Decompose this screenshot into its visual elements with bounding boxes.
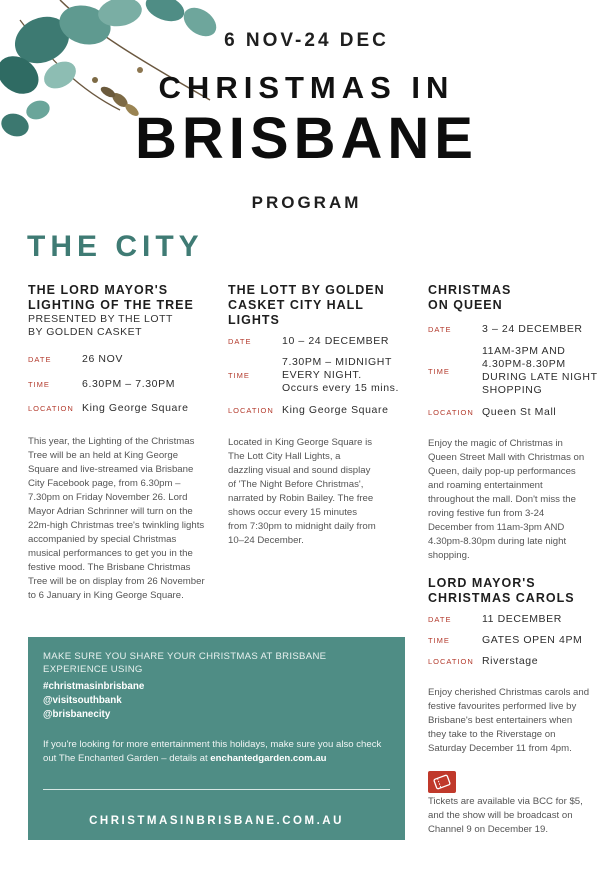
event-lighting-of-the-tree — [28, 283, 208, 603]
date-label: DATE — [428, 615, 452, 624]
time-value: GATES OPEN 4PM — [482, 634, 583, 646]
share-panel — [28, 637, 405, 840]
event-title: THE LOTT BY GOLDEN CASKET CITY HALL LIGHTS — [228, 283, 385, 327]
location-value: King George Square — [282, 404, 389, 416]
event-time — [228, 356, 408, 395]
location-value: Riverstage — [482, 655, 539, 667]
time-value: 6.30PM – 7.30PM — [82, 378, 176, 390]
event-city-hall-lights — [228, 283, 408, 548]
location-label: LOCATION — [428, 408, 474, 417]
date-label: DATE — [428, 325, 452, 334]
title-line-1: CHRISTMAS IN — [158, 70, 455, 105]
enchanted-garden-link[interactable]: enchantedgarden.com.au — [210, 753, 327, 764]
carols-date — [428, 613, 603, 626]
carols-time — [428, 634, 603, 647]
time-label: TIME — [228, 371, 250, 380]
event-date — [228, 335, 408, 348]
website-link[interactable]: CHRISTMASINBRISBANE.COM.AU — [89, 815, 344, 827]
time-label: TIME — [428, 366, 450, 376]
title-line-2: BRISBANE — [135, 106, 478, 171]
event-location — [228, 404, 408, 417]
time-value: 11AM-3PM AND 4.30PM-8.30PM DURING LATE NIGHT SHOPPING — [482, 345, 598, 396]
time-label: TIME — [28, 380, 50, 389]
event-date — [428, 323, 603, 336]
share-heading: MAKE SURE YOU SHARE YOUR CHRISTMAS AT BRISBANE EXPERIENCE USING — [43, 651, 327, 675]
divider — [43, 789, 390, 790]
time-label: TIME — [428, 636, 450, 645]
event-dates: 6 NOV-24 DEC — [224, 30, 389, 51]
date-value: 26 NOV — [82, 353, 123, 365]
event-description: Enjoy the magic of Christmas in Queen Street Mall with Christmas on Queen, daily pop-up performances and roaming entertainment throughout the mall. Don't miss the roving festive fun from 3-24 December from 11am-3pm AND 4.30pm-8.30pm during late night shopping. — [428, 438, 585, 561]
location-value: Queen St Mall — [482, 406, 557, 418]
date-label: DATE — [28, 355, 52, 364]
section-title: THE CITY — [27, 230, 204, 263]
carols-location — [428, 655, 603, 668]
event-time — [428, 345, 603, 397]
hashtag-link[interactable]: #christmasinbrisbane — [43, 681, 145, 692]
more-entertainment-text: If you're looking for more entertainment this holidays, make sure you also check out The Enchanted Garden – details at enchantedgarden.com.au — [43, 739, 382, 764]
carols-tickets: Tickets are available via BCC for $5, and the show will be broadcast on Channel 9 on December 19. — [428, 796, 583, 835]
carols-title: LORD MAYOR'S CHRISTMAS CAROLS — [428, 576, 575, 605]
event-title: THE LORD MAYOR'S LIGHTING OF THE TREE — [28, 283, 194, 312]
location-label: LOCATION — [28, 404, 74, 413]
event-presenter: PRESENTED BY THE LOTT BY GOLDEN CASKET — [28, 313, 173, 338]
location-value: King George Square — [82, 402, 189, 414]
event-time — [28, 378, 208, 391]
event-christmas-on-queen — [428, 283, 603, 835]
event-description: Located in King George Square is The Lott City Hall Lights, a dazzling visual and sound display of 'The Night Before Christmas', narrated by Robin Bailey. The free shows occur every 15 minutes from 7:30pm to midnight daily from 10–24 December. — [228, 437, 376, 546]
date-value: 11 DECEMBER — [482, 613, 562, 625]
event-location — [28, 402, 208, 415]
event-title: CHRISTMAS ON QUEEN — [428, 283, 512, 312]
time-value: 7.30PM – MIDNIGHT EVERY NIGHT. Occurs every 15 mins. — [282, 356, 400, 394]
date-value: 10 – 24 DECEMBER — [282, 335, 390, 347]
social-handle-link[interactable]: @brisbanecity — [43, 709, 111, 720]
event-location — [428, 406, 603, 419]
location-label: LOCATION — [228, 406, 274, 415]
date-value: 3 – 24 DECEMBER — [482, 323, 583, 335]
event-date — [28, 353, 208, 366]
social-handle-link[interactable]: @visitsouthbank — [43, 695, 122, 706]
program-heading: PROGRAM — [251, 193, 362, 212]
hashtag-list — [43, 680, 144, 722]
location-label: LOCATION — [428, 657, 474, 666]
date-label: DATE — [228, 337, 252, 346]
carols-description: Enjoy cherished Christmas carols and festive favourites performed live by Brisbane's best entertainers when they take to the Riverstage on Saturday December 11 from 4pm. — [428, 687, 590, 754]
ticket-icon — [428, 771, 456, 793]
event-description: This year, the Lighting of the Christmas Tree will be an held at King George Square and live-streamed via Brisbane City Facebook page, from 6.30pm – 7.30pm on Friday November 26. Lord Mayor Adrian Schrinner will turn on the 22m-high Christmas tree's twinkling lights accompanied by special Christmas musical performances to get you in the festive mood. The Brisbane Christmas Tree will be on display from 26 November to 6 January in King George Square. — [28, 436, 205, 601]
